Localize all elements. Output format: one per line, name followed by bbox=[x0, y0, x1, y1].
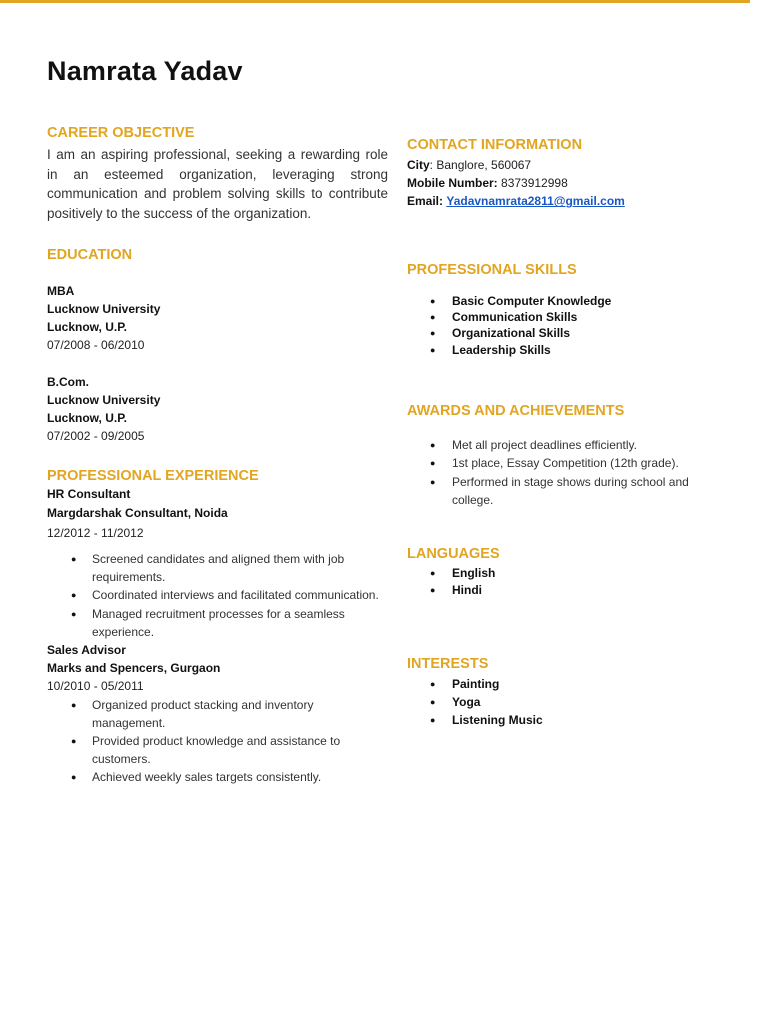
job-dates: 12/2012 - 11/2012 bbox=[47, 525, 144, 540]
bullet-icon: ● bbox=[71, 590, 77, 601]
skills-section bbox=[407, 261, 727, 359]
job-dates: 10/2010 - 05/2011 bbox=[47, 679, 144, 694]
section-title-awards: AWARDS AND ACHIEVEMENTS bbox=[407, 403, 625, 420]
bullet-icon: ● bbox=[71, 554, 77, 565]
awards-section bbox=[407, 402, 727, 509]
bullet-icon: ● bbox=[430, 458, 436, 469]
bullet-icon: ● bbox=[430, 585, 436, 596]
language-text: English bbox=[452, 566, 496, 581]
bullet-icon: ● bbox=[430, 344, 436, 355]
left-column bbox=[47, 124, 388, 787]
contact-city-label: City bbox=[407, 158, 430, 172]
bullet-icon: ● bbox=[430, 476, 436, 487]
right-column bbox=[407, 136, 727, 730]
list-item bbox=[407, 675, 727, 693]
skill-text: Communication Skills bbox=[452, 310, 578, 325]
interests-list bbox=[407, 675, 727, 730]
interest-text: Painting bbox=[452, 677, 500, 692]
list-item bbox=[47, 550, 388, 586]
bullet-icon: ● bbox=[430, 697, 436, 708]
bullet-icon: ● bbox=[430, 715, 436, 726]
list-item bbox=[407, 309, 727, 325]
list-item bbox=[407, 436, 727, 454]
contact-city bbox=[407, 156, 727, 174]
interests-section bbox=[407, 655, 727, 730]
job-role: HR Consultant bbox=[47, 487, 131, 502]
resume-name: Namrata Yadav bbox=[47, 56, 243, 86]
contact-email bbox=[407, 192, 727, 210]
award-text: Met all project deadlines efficiently. bbox=[452, 438, 637, 453]
list-item bbox=[407, 565, 727, 582]
bullet-text: Coordinated interviews and facilitated communication. bbox=[92, 588, 379, 603]
bullet-icon: ● bbox=[430, 568, 436, 579]
experience-section bbox=[47, 467, 388, 786]
awards-list bbox=[407, 436, 727, 509]
bullet-icon: ● bbox=[71, 736, 77, 747]
award-text: Performed in stage shows during school and college. bbox=[452, 474, 689, 507]
education-degree: B.Com. bbox=[47, 374, 89, 389]
list-item bbox=[407, 711, 727, 729]
section-title-career-objective: CAREER OBJECTIVE bbox=[47, 125, 195, 141]
list-item bbox=[407, 454, 727, 472]
contact-email-label: Email: bbox=[407, 194, 444, 209]
section-title-skills: PROFESSIONAL SKILLS bbox=[407, 261, 577, 278]
education-university: Lucknow University bbox=[47, 392, 161, 407]
bullet-text: Provided product knowledge and assistance to customers. bbox=[92, 734, 341, 767]
education-dates: 07/2002 - 09/2005 bbox=[47, 429, 145, 444]
list-item bbox=[47, 696, 388, 732]
award-text: 1st place, Essay Competition (12th grade). bbox=[452, 456, 679, 471]
languages-section bbox=[407, 545, 727, 599]
section-title-interests: INTERESTS bbox=[407, 656, 489, 673]
career-objective-section bbox=[47, 124, 388, 224]
experience-job bbox=[47, 485, 388, 641]
contact-city-value: : Banglore, 560067 bbox=[429, 158, 532, 172]
contact-mobile bbox=[407, 174, 727, 192]
list-item bbox=[407, 693, 727, 711]
bullet-text: Managed recruitment processes for a seamless experience. bbox=[92, 606, 345, 639]
bullet-text: Organized product stacking and inventory management. bbox=[92, 697, 314, 730]
job-role: Sales Advisor bbox=[47, 643, 126, 658]
section-title-experience: PROFESSIONAL EXPERIENCE bbox=[47, 468, 259, 485]
interest-text: Yoga bbox=[452, 695, 481, 710]
list-item bbox=[407, 342, 727, 358]
bullet-icon: ● bbox=[430, 328, 436, 339]
bullet-icon: ● bbox=[430, 679, 436, 690]
job-bullets bbox=[47, 696, 388, 787]
list-item bbox=[407, 293, 727, 309]
skill-text: Leadership Skills bbox=[452, 342, 551, 357]
section-title-languages: LANGUAGES bbox=[407, 546, 500, 563]
list-item bbox=[47, 586, 388, 604]
education-entry bbox=[47, 373, 388, 446]
language-text: Hindi bbox=[452, 583, 482, 598]
education-degree: MBA bbox=[47, 283, 75, 298]
interest-text: Listening Music bbox=[452, 713, 543, 728]
bullet-icon: ● bbox=[71, 699, 77, 710]
top-accent-rule bbox=[0, 0, 750, 3]
section-title-contact: CONTACT INFORMATION bbox=[407, 137, 583, 153]
contact-section bbox=[407, 136, 727, 211]
languages-list bbox=[407, 565, 727, 599]
email-link[interactable]: Yadavnamrata2811@gmail.com bbox=[446, 194, 625, 209]
contact-mobile-value: 8373912998 bbox=[501, 176, 568, 191]
education-dates: 07/2008 - 06/2010 bbox=[47, 338, 145, 353]
job-bullets bbox=[47, 550, 388, 641]
education-university: Lucknow University bbox=[47, 302, 161, 317]
career-objective-text: I am an aspiring professional, seeking a rewarding role in an esteemed organization, leveraging strong communication and problem solving skills to contribute positively to the success of the organization. bbox=[47, 147, 388, 222]
bullet-icon: ● bbox=[71, 608, 77, 619]
list-item bbox=[407, 473, 727, 509]
bullet-icon: ● bbox=[430, 440, 436, 451]
bullet-icon: ● bbox=[71, 772, 77, 783]
list-item bbox=[407, 325, 727, 341]
education-entry bbox=[47, 282, 388, 355]
job-company: Margdarshak Consultant, Noida bbox=[47, 505, 228, 520]
skill-text: Basic Computer Knowledge bbox=[452, 293, 612, 308]
list-item bbox=[407, 582, 727, 599]
list-item bbox=[47, 768, 388, 786]
education-location: Lucknow, U.P. bbox=[47, 411, 128, 426]
bullet-icon: ● bbox=[430, 312, 436, 323]
education-section bbox=[47, 246, 388, 446]
experience-job bbox=[47, 641, 388, 787]
list-item bbox=[47, 605, 388, 641]
job-company: Marks and Spencers, Gurgaon bbox=[47, 661, 221, 676]
list-item bbox=[47, 732, 388, 768]
section-title-education: EDUCATION bbox=[47, 246, 133, 263]
bullet-icon: ● bbox=[430, 295, 436, 306]
skill-text: Organizational Skills bbox=[452, 326, 571, 341]
skills-list bbox=[407, 293, 727, 359]
contact-mobile-label: Mobile Number: bbox=[407, 176, 498, 191]
bullet-text: Screened candidates and aligned them with job requirements. bbox=[92, 552, 345, 585]
education-location: Lucknow, U.P. bbox=[47, 320, 128, 335]
bullet-text: Achieved weekly sales targets consistently. bbox=[92, 770, 322, 785]
